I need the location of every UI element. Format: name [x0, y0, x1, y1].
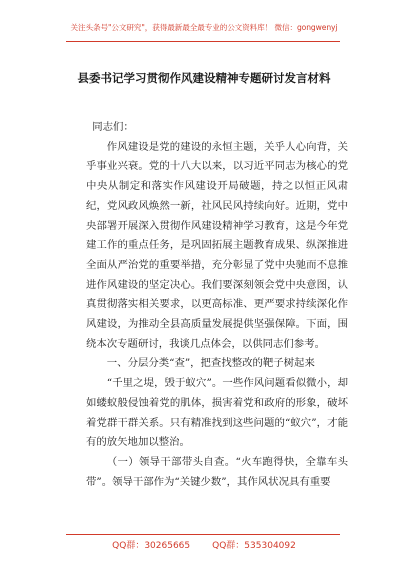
- footer-contact: [40, 538, 368, 551]
- paragraph-intro: 作风建设是党的建设的永恒主题，关乎人心向背，关乎事业兴衰。党的十八大以来，以习近平同志为核心的党中央从制定和落实作风建设开局破题，持之以恒正风肃纪，党风政风焕然一新，社风民风持续向好。近期，党中央部署开展深入贯彻作风建设精神学习教育，这是今年党建工作的重点任务，是巩固拓展主题教育成果、纵深推进全面从严治党的重要举措，充分彰显了党中央驰而不息推进作风建设的坚定决心。我们要深刻领会党中央意图，认真贯彻落实相关要求，以更高标准、更严要求持续深化作风建设，为推动全县高质量发展提供坚强保障。下面，围绕本次专题研讨，我谈几点体会，以供同志们参考。: [86, 140, 348, 350]
- salutation: 同志们：: [92, 121, 134, 133]
- section-heading: 一、分层分类“查”，把查找整改的靶子树起来: [106, 357, 315, 370]
- footer-qq-group-2: QQ群：535304092: [212, 541, 296, 551]
- document-body: [86, 118, 348, 492]
- header-divider: [66, 41, 340, 42]
- paragraph-section-1: “千里之堤，毁于蚁穴”。一些作风问题看似微小，却如蝼蚁般侵蚀着党的肌体，损害着党和政府的形象，破坏着党群干群关系。只有精准找到这些问题的“蚁穴”，才能有的放矢地加以整治。: [86, 377, 348, 449]
- header-banner: 关注头条号"公文研究"，获得最新最全最专业的公文资料库！ 微信：gongwenyj: [70, 23, 338, 32]
- paragraph-subsection-1: （一）领导干部带头自查。“火车跑得快，全靠车头带”。领导干部作为“关键少数”，其作风状况具有重要: [86, 455, 348, 488]
- document-title: 县委书记学习贯彻作风建设精神专题研讨发言材料: [77, 71, 331, 85]
- footer-qq-group-1: QQ群：30265665: [112, 541, 191, 551]
- footer-divider: [66, 534, 340, 535]
